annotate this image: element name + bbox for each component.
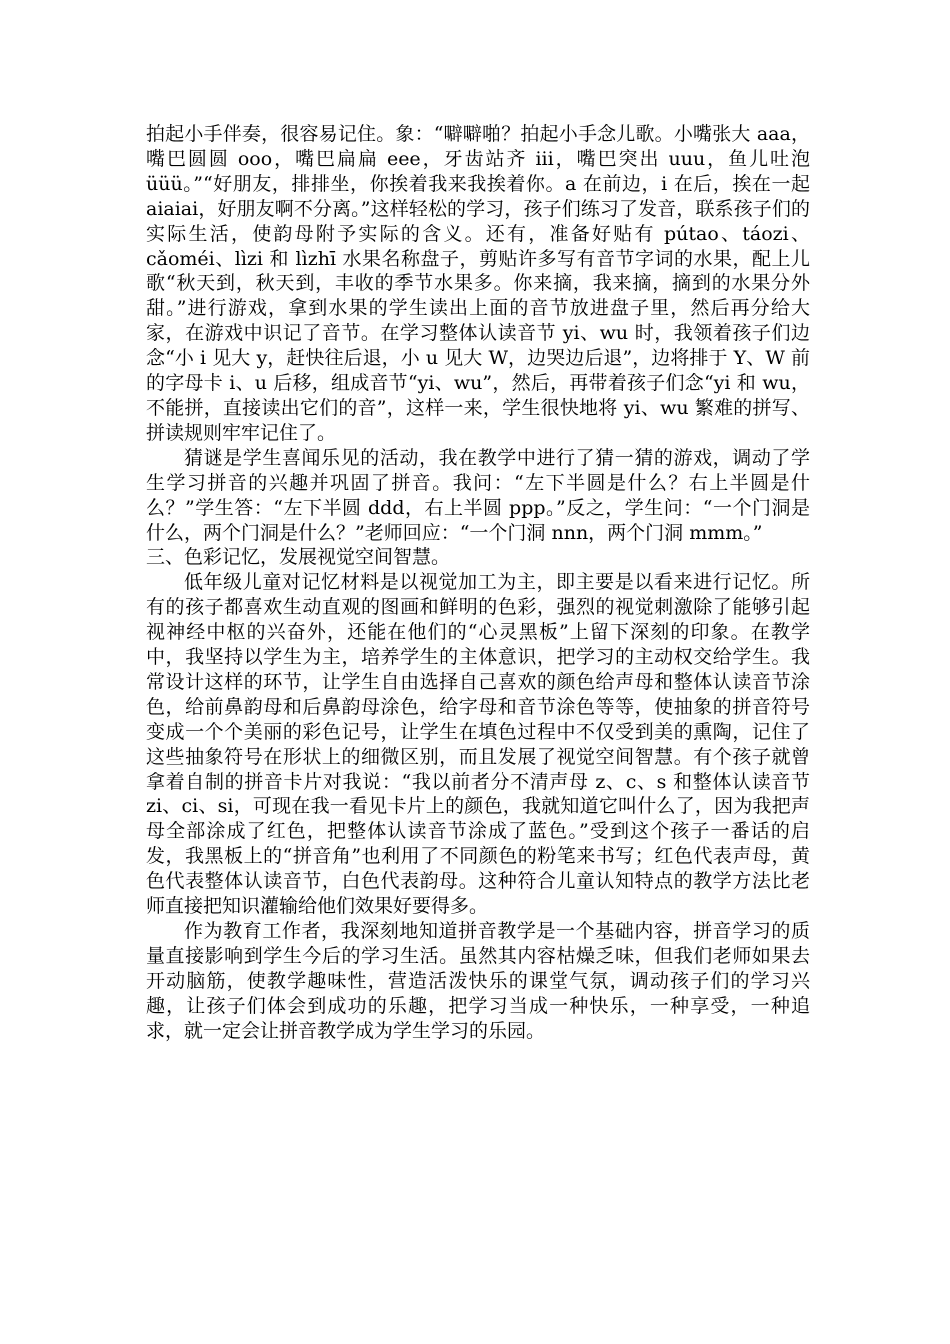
section-heading-color-memory: 三、色彩记忆，发展视觉空间智慧。 bbox=[146, 546, 451, 569]
paragraph-conclusion: 作为教育工作者，我深刻地知道拼音教学是一个基础内容，拼音学习的质量直接影响到学生今后的学习生活。虽然其内容枯燥乏味，但我们老师如果去开动脑筋，使教学趣味性，营造活泼快乐的课堂气氛，调动孩子们的学习兴趣，让孩子们体会到成功的乐趣，把学习当成一种快乐，一种享受，一种追求，就一定会让拼音教学成为学生学习的乐园。 bbox=[146, 920, 810, 1042]
document-body bbox=[146, 122, 810, 1044]
paragraph-color-memory: 低年级儿童对记忆材料是以视觉加工为主，即主要是以看来进行记忆。所有的孩子都喜欢生动直观的图画和鲜明的色彩，强烈的视觉刺激除了能够引起视神经中枢的兴奋外，还能在他们的“心灵黑板”上留下深刻的印象。在教学中，我坚持以学生为主，培养学生的主体意识，把学习的主动权交给学生。我常设计这样的环节，让学生自由选择自己喜欢的颜色给声母和整体认读音节涂色，给前鼻韵母和后鼻韵母涂色，给字母和音节涂色等等，使抽象的拼音符号变成一个个美丽的彩色记号，让学生在填色过程中不仅受到美的熏陶，记住了这些抽象符号在形状上的细微区别，而且发展了视觉空间智慧。有个孩子就曾拿着自制的拼音卡片对我说：“我以前者分不清声母 z、c、s 和整体认读音节 zi、ci、si，可现在我一看见卡片上的颜色，我就知道它叫什么了，因为我把声母全部涂成了红色，把整体认读音节涂成了蓝色。”受到这个孩子一番话的启发，我黑板上的“拼音角”也利用了不同颜色的粉笔来书写；红色代表声母，黄色代表整体认读音节，白色代表韵母。这种符合儿童认知特点的教学方法比老师直接把知识灌输给他们效果好要得多。 bbox=[146, 571, 810, 918]
paragraph-riddle-game: 猜谜是学生喜闻乐见的活动，我在教学中进行了猜一猜的游戏，调动了学生学习拼音的兴趣并巩固了拼音。我问：“左下半圆是什么？右上半圆是什么？”学生答：“左下半圆 ddd，右上半圆 ppp。”反之，学生问：“一个门洞是什么，两个门洞是什么？”老师回应：“一个门洞 nnn，两个门洞 mmm。” bbox=[146, 446, 810, 544]
paragraph-pinyin-songs: 拍起小手伴奏，很容易记住。象：“噼噼啪？拍起小手念儿歌。小嘴张大 aaa，嘴巴圆圆 ooo，嘴巴扁扁 eee，牙齿站齐 iii，嘴巴突出 uuu，鱼儿吐泡 üüü。”“好朋友，排排坐，你挨着我来我挨着你。a 在前边，i 在后，挨在一起 aiaiai，好朋友啊不分离。”这样轻松的学习，孩子们练习了发音，联系孩子们的实际生活，使韵母附予实际的含义。还有，准备好贴有 pútao、táozi、cǎoméi、lìzi 和 lìzhī 水果名称盘子，剪贴许多写有音节字词的水果，配上儿歌“秋天到，秋天到，丰收的季节水果多。你来摘，我来摘，摘到的水果分外甜。”进行游戏，拿到水果的学生读出上面的音节放进盘子里，然后再分给大家，在游戏中识记了音节。在学习整体认读音节 yi、wu 时，我领着孩子们边念“小 i 见大 y，赶快往后退，小 u 见大 W，边哭边后退”，边将排于 Y、W 前的字母卡 i、u 后移，组成音节“yi、wu”，然后，再带着孩子们念“yi 和 wu，不能拼，直接读出它们的音”，这样一来，学生很快地将 yi、wu 繁难的拼写、拼读规则牢牢记住了。 bbox=[146, 123, 810, 444]
